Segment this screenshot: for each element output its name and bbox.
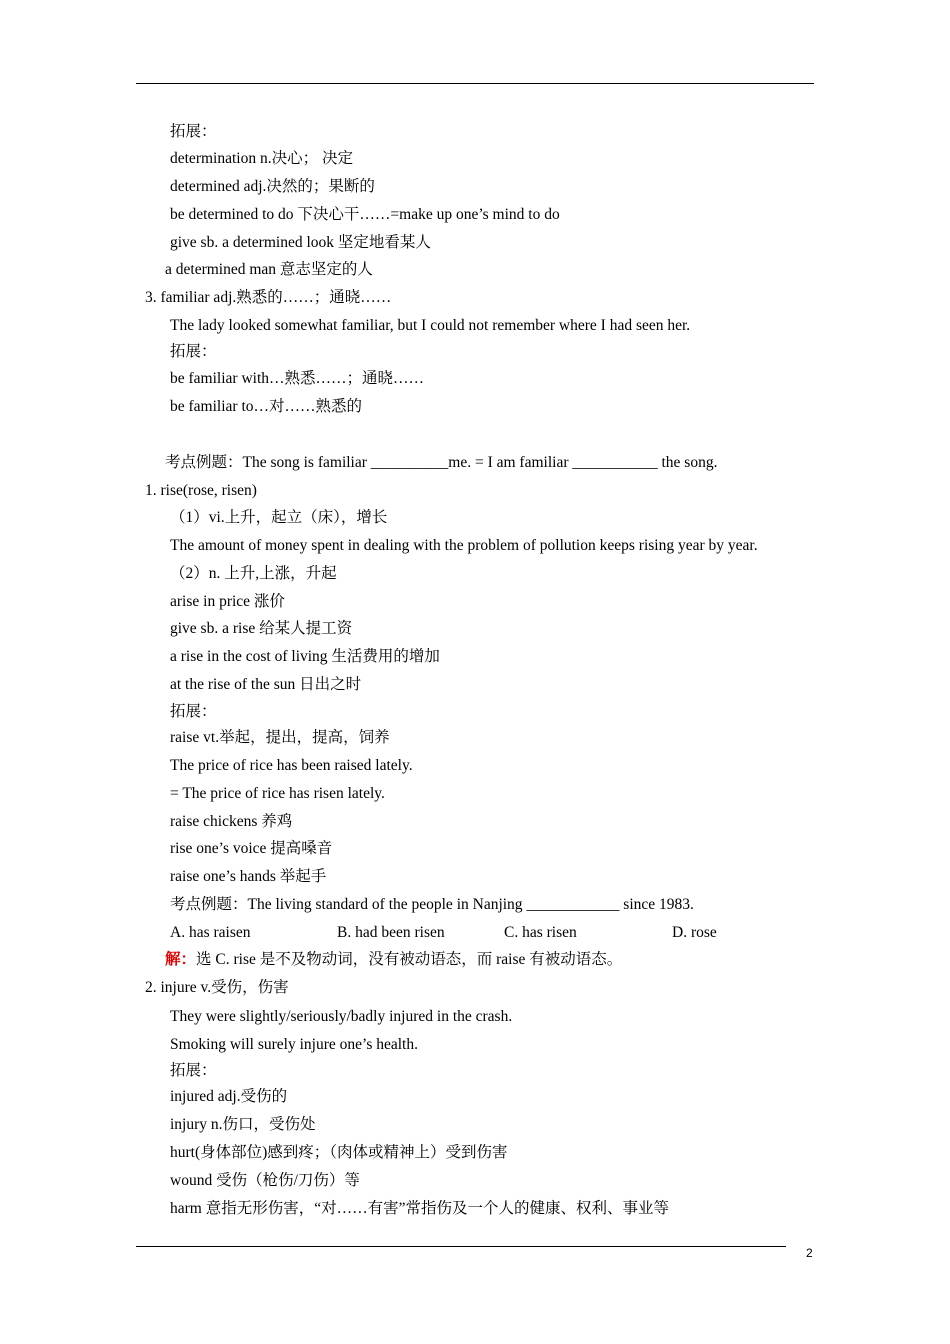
option-d: D. rose [672, 924, 717, 941]
option-c: C. has risen [504, 924, 577, 941]
text-line: raise one’s hands 举起手 [170, 868, 327, 885]
text-line: hurt(身体部位)感到疼；（肉体或精神上）受到伤害 [170, 1144, 508, 1161]
text-line: 拓展： [170, 123, 217, 140]
page-number: 2 [806, 1246, 813, 1260]
text-line: They were slightly/seriously/badly injured in the crash. [170, 1008, 513, 1025]
text-line: be familiar to…对……熟悉的 [170, 398, 362, 415]
text-line: be familiar with…熟悉……；通晓…… [170, 370, 424, 387]
text-line: wound 受伤（枪伤/刀伤）等 [170, 1172, 360, 1189]
text-line: The amount of money spent in dealing with the problem of pollution keeps rising year by year. [170, 537, 758, 554]
answer-text: 选 C. rise 是不及物动词，没有被动语态，而 raise 有被动语态。 [196, 951, 623, 968]
footer-rule [136, 1246, 786, 1247]
answer-label: 解： [165, 951, 197, 968]
text-line: 拓展： [170, 343, 217, 360]
option-b: B. had been risen [337, 924, 445, 941]
section-heading: 1. rise(rose, risen) [145, 482, 257, 499]
text-line: Smoking will surely injure one’s health. [170, 1036, 418, 1053]
text-line: injured adj.受伤的 [170, 1088, 288, 1105]
text-line: a determined man 意志坚定的人 [165, 261, 373, 278]
text-line: injury n.伤口，受伤处 [170, 1116, 316, 1133]
text-line: 拓展： [170, 1062, 217, 1079]
text-line: harm 意指无形伤害，“对……有害”常指伤及一个人的健康、权利、事业等 [170, 1200, 669, 1217]
answer-explanation [165, 950, 622, 970]
text-line: be determined to do 下决心干……=make up one’s mind to do [170, 206, 560, 223]
text-line: 拓展： [170, 703, 217, 720]
text-line: raise chickens 养鸡 [170, 813, 293, 830]
text-line: determined adj.决然的；果断的 [170, 178, 375, 195]
option-a: A. has raisen [170, 924, 251, 941]
text-line: a rise in the cost of living 生活费用的增加 [170, 648, 440, 665]
text-line: = The price of rice has risen lately. [170, 785, 385, 802]
header-rule [136, 83, 814, 84]
text-line: rise one’s voice 提高嗓音 [170, 840, 333, 857]
text-line: at the rise of the sun 日出之时 [170, 676, 362, 693]
text-line: determination n.决心； 决定 [170, 150, 353, 167]
text-line: give sb. a rise 给某人提工资 [170, 620, 353, 637]
section-heading: 3. familiar adj.熟悉的……；通晓…… [145, 289, 392, 306]
text-line: raise vt.举起，提出，提高，饲养 [170, 729, 390, 746]
text-line: give sb. a determined look 坚定地看某人 [170, 234, 431, 251]
example-question: 考点例题：The living standard of the people in Nanjing ____________ since 1983. [170, 896, 694, 913]
section-heading: 2. injure v.受伤，伤害 [145, 979, 289, 996]
text-line: （1）vi.上升，起立（床），增长 [170, 509, 388, 526]
text-line: The lady looked somewhat familiar, but I could not remember where I had seen her. [170, 317, 691, 334]
text-line: The price of rice has been raised lately. [170, 757, 413, 774]
example-question: 考点例题：The song is familiar __________me. = I am familiar ___________ the song. [165, 454, 718, 471]
text-line: （2）n. 上升,上涨，升起 [170, 565, 337, 582]
text-line: arise in price 涨价 [170, 593, 285, 610]
